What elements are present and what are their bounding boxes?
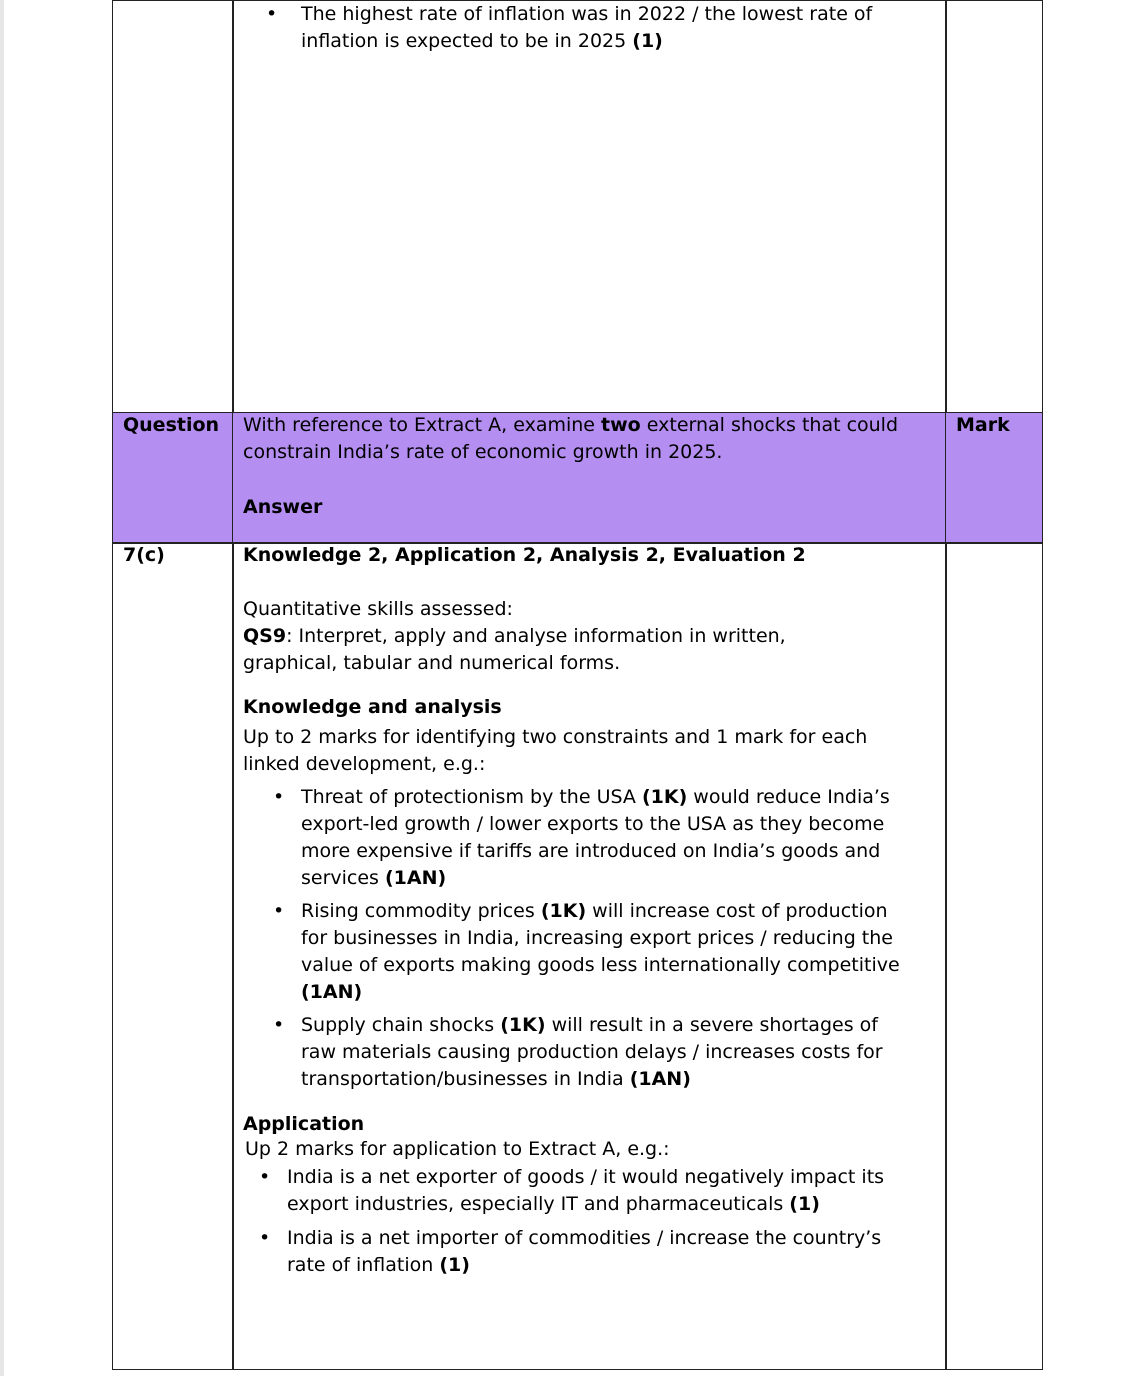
protectionism-line3: more expensive if tariffs are introduced on India’s goods and bbox=[301, 840, 881, 862]
knowledge-analysis-intro1: Up to 2 marks for identifying two constraints and 1 mark for each bbox=[243, 726, 868, 748]
knowledge-analysis-intro2: linked development, e.g.: bbox=[243, 753, 486, 775]
net-exporter-line1: India is a net exporter of goods / it would negatively impact its bbox=[287, 1166, 885, 1188]
row-continuation-mark-cell bbox=[945, 0, 1043, 414]
question-prompt-line2: constrain India’s rate of economic growth in 2025. bbox=[243, 441, 723, 463]
knowledge-analysis-heading: Knowledge and analysis bbox=[243, 696, 502, 718]
qs9-line1: QS9: Interpret, apply and analyse information in written, bbox=[243, 625, 786, 647]
supply-chain-line3: transportation/businesses in India (1AN) bbox=[301, 1068, 691, 1090]
row-continuation-content-cell bbox=[232, 0, 947, 414]
answer-number-cell bbox=[112, 542, 234, 1370]
answer-label: Answer bbox=[243, 496, 323, 518]
supply-chain-line1: Supply chain shocks (1K) will result in a severe shortages of bbox=[301, 1014, 878, 1036]
qs9-line2: graphical, tabular and numerical forms. bbox=[243, 652, 621, 674]
skills-line: Knowledge 2, Application 2, Analysis 2, Evaluation 2 bbox=[243, 544, 806, 566]
commodity-prices-line2: for businesses in India, increasing export prices / reducing the bbox=[301, 927, 893, 949]
net-importer-line1: India is a net importer of commodities / increase the country’s bbox=[287, 1227, 882, 1249]
inflation-bullet-line1: The highest rate of inflation was in 2022 / the lowest rate of bbox=[301, 3, 873, 25]
bullet-icon: • bbox=[266, 3, 278, 25]
supply-chain-line2: raw materials causing production delays / increases costs for bbox=[301, 1041, 883, 1063]
protectionism-line1: Threat of protectionism by the USA (1K) would reduce India’s bbox=[301, 786, 890, 808]
bullet-icon: • bbox=[273, 786, 285, 808]
bullet-icon: • bbox=[259, 1227, 271, 1249]
question-number: 7(c) bbox=[123, 544, 165, 566]
mark-label: Mark bbox=[956, 414, 1010, 436]
quant-skills-heading: Quantitative skills assessed: bbox=[243, 598, 513, 620]
bullet-icon: • bbox=[259, 1166, 271, 1188]
net-exporter-line2: export industries, especially IT and pharmaceuticals (1) bbox=[287, 1193, 820, 1215]
application-heading: Application bbox=[243, 1113, 365, 1135]
application-intro: Up 2 marks for application to Extract A, e.g.: bbox=[245, 1138, 670, 1160]
inflation-bullet-line2: inflation is expected to be in 2025 (1) bbox=[301, 30, 663, 52]
row-continuation-question-cell bbox=[112, 0, 234, 414]
commodity-prices-line4: (1AN) bbox=[301, 981, 363, 1003]
bullet-icon: • bbox=[273, 900, 285, 922]
bullet-icon: • bbox=[273, 1014, 285, 1036]
protectionism-line2: export-led growth / lower exports to the USA as they become bbox=[301, 813, 885, 835]
protectionism-line4: services (1AN) bbox=[301, 867, 447, 889]
question-prompt-line1: With reference to Extract A, examine two external shocks that could bbox=[243, 414, 899, 436]
question-label: Question bbox=[123, 414, 220, 436]
commodity-prices-line1: Rising commodity prices (1K) will increase cost of production bbox=[301, 900, 888, 922]
net-importer-line2: rate of inflation (1) bbox=[287, 1254, 470, 1276]
commodity-prices-line3: value of exports making goods less internationally competitive bbox=[301, 954, 900, 976]
answer-mark-cell bbox=[945, 542, 1043, 1370]
page-edge bbox=[0, 0, 4, 1376]
